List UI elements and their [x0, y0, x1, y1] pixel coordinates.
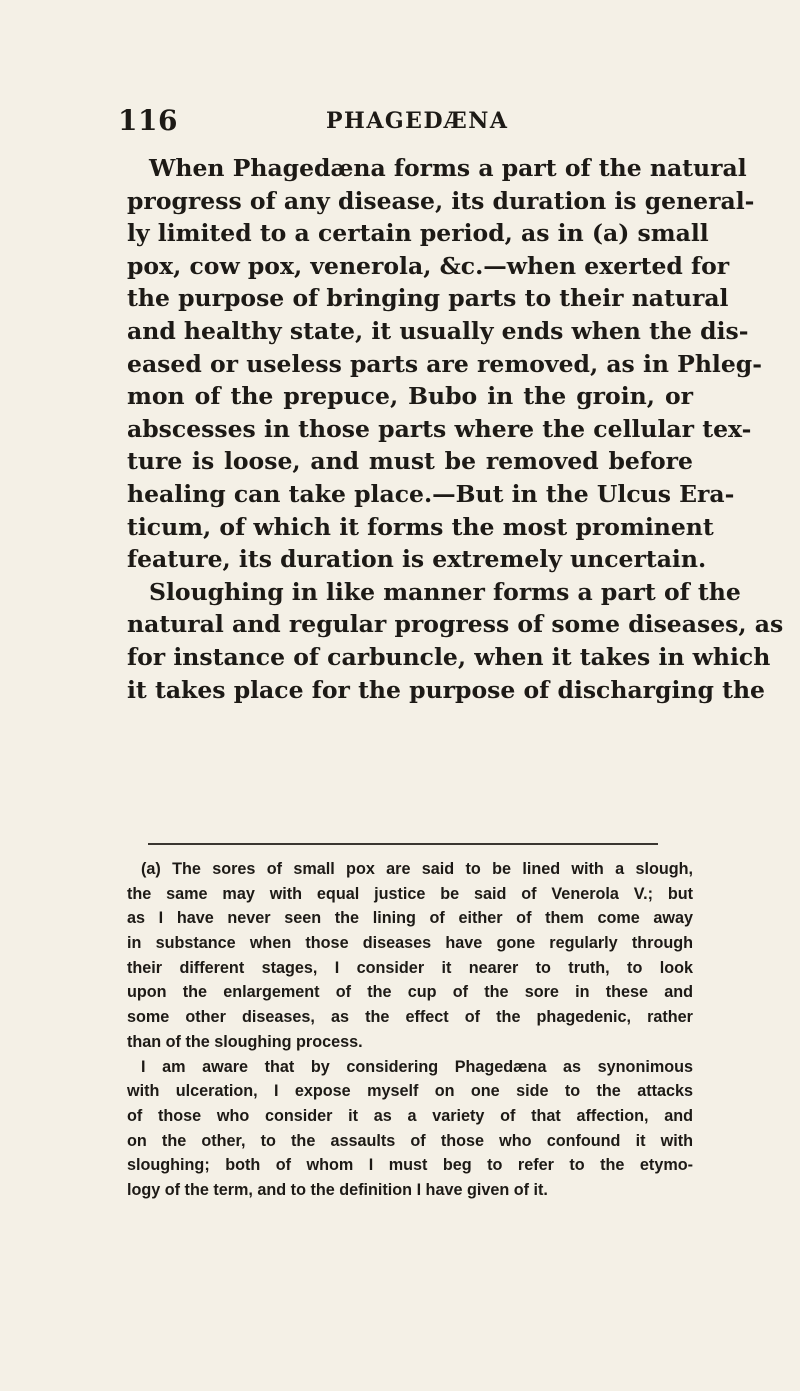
page-number: 116	[118, 104, 178, 137]
body-line: it takes place for the purpose of discharging the	[127, 675, 766, 704]
body-line: for instance of carbuncle, when it takes in which	[127, 642, 771, 671]
footnote-line: with ulceration, I expose myself on one side to the attacks	[127, 1082, 693, 1101]
body-line: and healthy state, it usually ends when the dis-	[127, 316, 749, 345]
body-text	[127, 152, 784, 706]
body-line: healing can take place.—But in the Ulcus Era-	[127, 479, 735, 508]
body-line: the purpose of bringing parts to their natural	[127, 284, 729, 313]
body-line: Sloughing in like manner forms a part of the	[149, 577, 741, 606]
footnote-line: as I have never seen the lining of either of them come away	[127, 909, 693, 928]
body-line: abscesses in those parts where the cellular tex-	[127, 414, 752, 443]
running-head: PHAGEDÆNA	[326, 108, 509, 134]
footnote-line: their different stages, I consider it nearer to truth, to look	[127, 958, 693, 977]
footnote-line: upon the enlargement of the cup of the sore in these and	[127, 983, 693, 1002]
footnote-line: sloughing; both of whom I must beg to refer to the etymo-	[127, 1156, 693, 1175]
body-line: feature, its duration is extremely uncertain.	[127, 545, 707, 574]
body-line: ticum, of which it forms the most prominent	[127, 512, 714, 541]
footnote-line: the same may with equal justice be said of Venerola V.; but	[127, 884, 693, 903]
footnote-line: than of the sloughing process.	[127, 1032, 363, 1051]
footnote-line: I am aware that by considering Phagedæna as synonimous	[141, 1057, 693, 1076]
footnote-line: (a) The sores of small pox are said to be lined with a slough,	[141, 860, 693, 878]
body-line: eased or useless parts are removed, as in Phleg-	[127, 349, 762, 378]
footnote-line: logy of the term, and to the definition I have given of it.	[127, 1180, 548, 1199]
footnote-line: some other diseases, as the effect of the phagedenic, rather	[127, 1008, 693, 1027]
footnote-line: on the other, to the assaults of those who confound it with	[127, 1131, 693, 1150]
body-line: progress of any disease, its duration is general-	[127, 186, 755, 215]
footnote-divider	[148, 843, 658, 845]
body-line: ly limited to a certain period, as in (a) small	[127, 219, 709, 248]
body-line: ture is loose, and must be removed before	[127, 447, 693, 476]
page-header	[118, 104, 688, 144]
body-line: mon of the prepuce, Bubo in the groin, or	[127, 382, 693, 411]
body-line: When Phagedæna forms a part of the natural	[149, 154, 747, 182]
footnote-line: of those who consider it as a variety of that affection, and	[127, 1106, 693, 1125]
footnote-line: in substance when those diseases have gone regularly through	[127, 934, 693, 953]
body-line: natural and regular progress of some diseases, as	[127, 610, 784, 639]
body-line: pox, cow pox, venerola, &c.—when exerted for	[127, 251, 730, 280]
footnote	[127, 857, 693, 1203]
